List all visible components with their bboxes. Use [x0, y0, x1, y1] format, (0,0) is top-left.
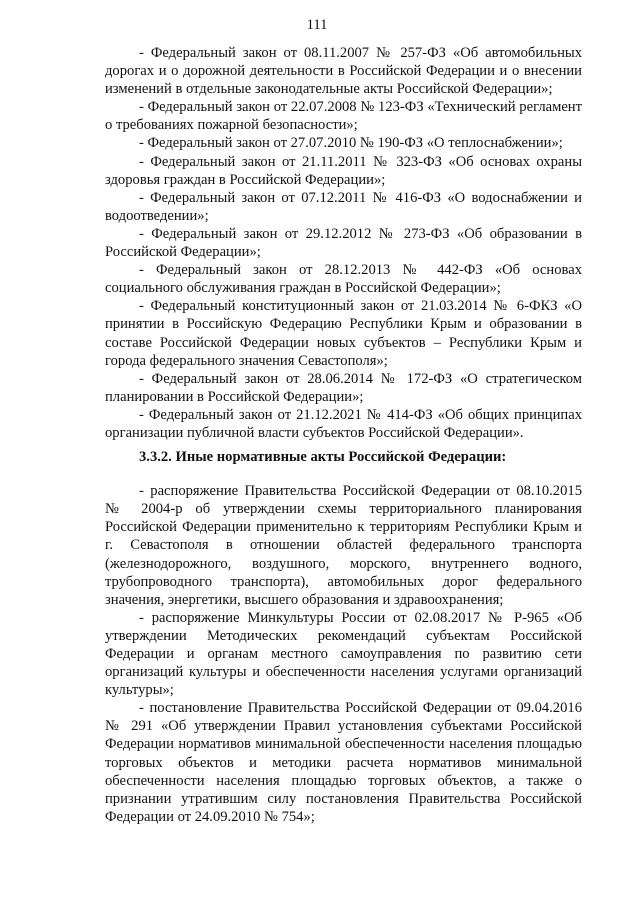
list-item: - Федеральный закон от 29.12.2012 № 273-ФЗ «Об образовании в Российской Федерации»; — [105, 225, 582, 261]
list-item: - Федеральный закон от 21.11.2011 № 323-ФЗ «Об основах охраны здоровья граждан в Российской Федерации»; — [105, 153, 582, 188]
list-item: - Федеральный конституционный закон от 21.03.2014 № 6-ФКЗ «О принятии в Российскую Федерацию Республики Крым и образовании в составе Российской Федерации новых субъектов – Республики Крым и города федерального значения Севастополя»; — [105, 298, 582, 369]
list-item: - постановление Правительства Российской Федерации от 09.04.2016 № 291 «Об утверждении Правил установления субъектами Российской Федерации нормативов минимальной обеспеченности населения площадью торговых объектов и методики расчета нормативов минимальной обеспеченности населения площадью торговых объектов, а также о признании утратившим силу постановления Правительства Российской Федерации от 24.09.2010 № 754»; — [105, 700, 582, 825]
section-heading: 3.3.2. Иные нормативные акты Российской Федерации: — [139, 449, 507, 466]
list-item: - Федеральный закон от 28.12.2013 № 442-ФЗ «Об основах социального обслуживания граждан в Российской Федерации»; — [105, 262, 582, 297]
document-body — [105, 44, 582, 826]
list-item: - Федеральный закон от 22.07.2008 № 123-ФЗ «Технический регламент о требованиях пожарной безопасности»; — [105, 99, 582, 134]
list-item: - Федеральный закон от 28.06.2014 № 172-ФЗ «О стратегическом планировании в Российской Федерации»; — [105, 370, 582, 405]
list-item: - Федеральный закон от 08.11.2007 № 257-ФЗ «Об автомобильных дорогах и о дорожной деятельности в Российской Федерации и о внесении изменений в отдельные законодательные акты Российской Федерации»; — [105, 45, 582, 98]
list-item: - распоряжение Минкультуры России от 02.08.2017 № Р-965 «Об утверждении Методических рекомендаций субъектам Российской Федерации и органам местного самоуправления по развитию сети организаций культуры и обеспеченности населения услугами организаций культуры»; — [105, 609, 582, 699]
federal-laws-list — [105, 44, 582, 442]
list-item: - Федеральный закон от 27.07.2010 № 190-ФЗ «О теплоснабжении»; — [139, 135, 563, 152]
page-number: 111 — [306, 17, 328, 33]
list-item: - Федеральный закон от 21.12.2021 № 414-ФЗ «Об общих принципах организации публичной власти субъектов Российской Федерации». — [105, 406, 582, 441]
other-acts-list — [105, 482, 582, 826]
list-item: - Федеральный закон от 07.12.2011 № 416-ФЗ «О водоснабжении и водоотведении»; — [105, 189, 582, 224]
list-item: - распоряжение Правительства Российской Федерации от 08.10.2015 № 2004-р об утверждении схемы территориального планирования Российской Федерации применительно к территориям Республики Крым и г. Севастополя в отношении областей федерального транспорта (железнодорожного, воздушного, морского, внутреннего водного, трубопроводного транспорта), автомобильных дорог федерального значения, энергетики, высшего образования и здравоохранения; — [105, 483, 582, 608]
